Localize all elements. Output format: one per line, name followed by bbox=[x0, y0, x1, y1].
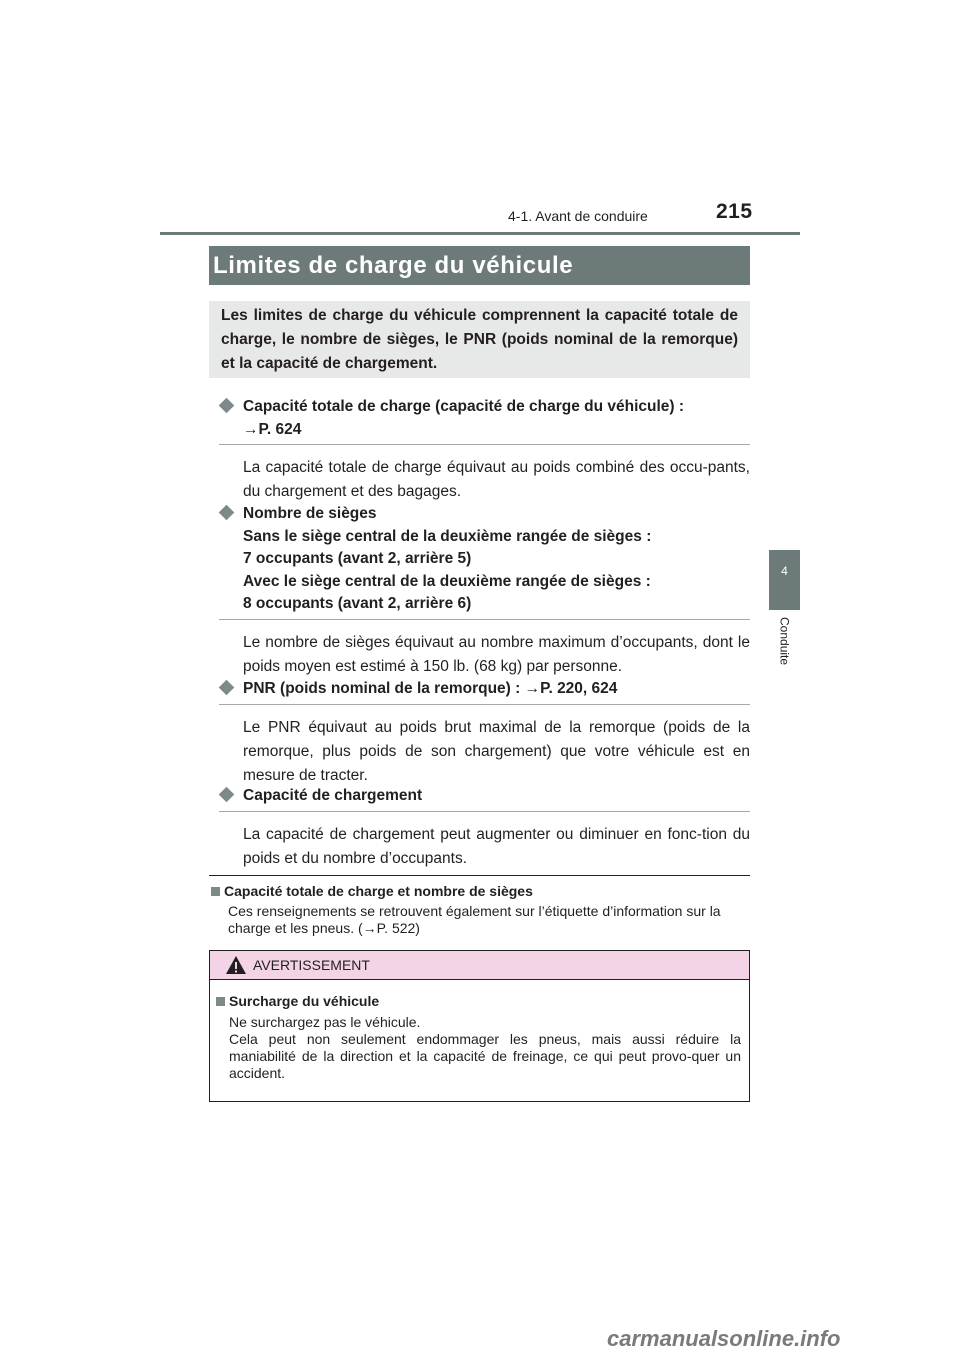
warning-line: Cela peut non seulement endommager les pneus, mais aussi réduire la maniabilité de la direction et la capacité de freinage, ce qui peut provo-quer un accident. bbox=[229, 1031, 741, 1081]
header-rule bbox=[160, 232, 800, 235]
item-heading-line: PNR (poids nominal de la remorque) : →P. 220, 624 bbox=[243, 680, 618, 697]
item-total-capacity bbox=[219, 396, 750, 504]
warning-item-body bbox=[229, 1014, 741, 1082]
item-heading-line: Sans le siège central de la deuxième rangée de sièges : bbox=[243, 527, 652, 545]
warning-title: AVERTISSEMENT bbox=[253, 957, 370, 973]
diamond-bullet-icon bbox=[219, 505, 235, 521]
diamond-bullet-icon bbox=[219, 787, 235, 803]
section-title: 4-1. Avant de conduire bbox=[508, 208, 648, 224]
item-heading bbox=[219, 396, 750, 441]
item-heading-line: Capacité de chargement bbox=[243, 787, 423, 804]
item-body: La capacité totale de charge équivaut au poids combiné des occu-pants, du chargement et des bagages. bbox=[243, 459, 750, 500]
square-bullet-icon bbox=[216, 997, 225, 1006]
item-cargo-capacity bbox=[219, 785, 750, 871]
footer-watermark: carmanualsonline.info bbox=[607, 1326, 841, 1351]
page-number: 215 bbox=[716, 200, 753, 223]
item-heading-line: Avec le siège central de la deuxième rangée de sièges : bbox=[243, 572, 651, 590]
square-bullet-icon bbox=[211, 887, 220, 896]
item-heading bbox=[219, 678, 750, 701]
note-body: Ces renseignements se retrouvent également sur l’étiquette d’information sur la charge et les pneus. (→P. 522) bbox=[228, 903, 721, 936]
note-heading-text: Capacité totale de charge et nombre de sièges bbox=[224, 883, 533, 899]
item-heading-line: Capacité totale de charge (capacité de charge du véhicule) : bbox=[243, 398, 685, 415]
item-rule bbox=[219, 619, 750, 620]
chapter-label bbox=[769, 617, 800, 697]
warning-item-heading bbox=[216, 993, 379, 1009]
item-seating bbox=[219, 503, 750, 679]
item-body: Le PNR équivaut au poids brut maximal de la remorque (poids de la remorque, plus poids de son chargement) que votre véhicule est en mesure de tracter. bbox=[243, 718, 750, 784]
diamond-bullet-icon bbox=[219, 680, 235, 696]
item-heading-line: 8 occupants (avant 2, arrière 6) bbox=[243, 595, 472, 612]
item-heading-line: →P. 624 bbox=[243, 420, 302, 438]
note-heading bbox=[211, 883, 533, 899]
warning-line: Ne surchargez pas le véhicule. bbox=[229, 1014, 421, 1030]
warning-triangle-icon bbox=[225, 955, 247, 980]
page-title: Limites de charge du véhicule bbox=[209, 246, 750, 285]
chapter-tab bbox=[769, 550, 800, 610]
item-rule bbox=[219, 444, 750, 445]
chapter-label-text: Conduite bbox=[777, 617, 792, 666]
item-body: La capacité de chargement peut augmenter ou diminuer en fonc-tion du poids et du nombre d’occupants. bbox=[243, 825, 750, 867]
item-rule bbox=[219, 704, 750, 705]
item-heading bbox=[219, 503, 750, 616]
item-rule bbox=[219, 811, 750, 812]
item-heading bbox=[219, 785, 750, 808]
item-heading-line: Nombre de sièges bbox=[243, 505, 377, 522]
intro-text: Les limites de charge du véhicule comprennent la capacité totale de charge, le nombre de sièges, le PNR (poids nominal de la remorque) et la capacité de chargement. bbox=[209, 301, 750, 378]
item-body: Le nombre de sièges équivaut au nombre maximum d’occupants, dont le poids moyen est estimé à 150 lb. (68 kg) par personne. bbox=[243, 633, 750, 675]
item-heading-line: 7 occupants (avant 2, arrière 5) bbox=[243, 550, 472, 567]
section-rule bbox=[209, 875, 750, 876]
warning-item-heading-text: Surcharge du véhicule bbox=[229, 993, 380, 1009]
chapter-number: 4 bbox=[781, 564, 788, 578]
diamond-bullet-icon bbox=[219, 398, 235, 414]
item-tow-rating bbox=[219, 678, 750, 788]
